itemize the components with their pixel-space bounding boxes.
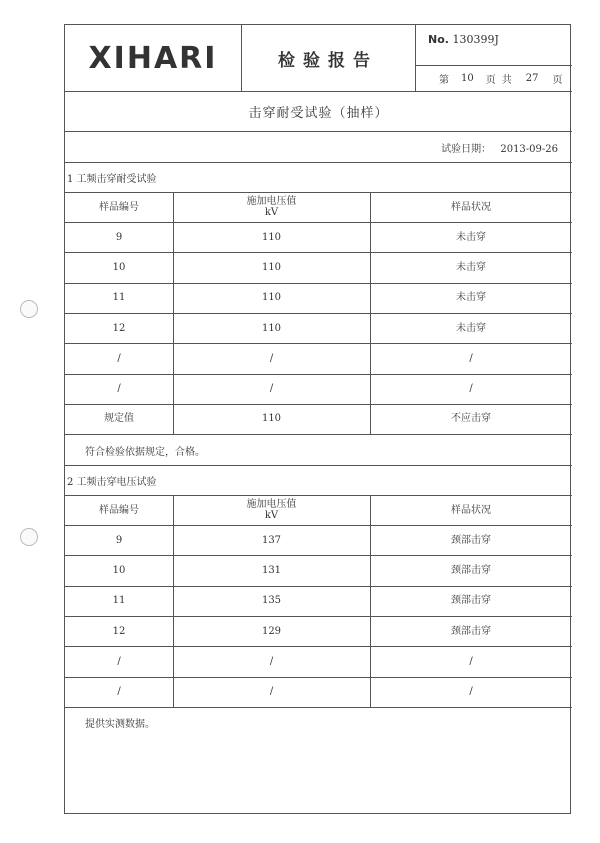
- cell-voltage: /: [269, 383, 274, 395]
- column-header-sample-no: 样品编号: [99, 201, 139, 213]
- cell-sample-no: 12: [112, 625, 126, 637]
- cell-voltage: 110: [261, 322, 282, 334]
- cell-voltage: 110: [261, 231, 282, 243]
- cell-sample-no: /: [117, 686, 121, 698]
- cell-condition: 不应击穿: [451, 413, 491, 425]
- cell-condition: 颈部击穿: [451, 625, 491, 637]
- column-header-voltage-unit: kV: [264, 207, 279, 218]
- page-number: 10: [461, 72, 474, 84]
- punch-hole: [20, 300, 38, 318]
- column-header-voltage: [173, 495, 370, 525]
- cell-voltage: 110: [261, 413, 282, 425]
- page-prefix: 第: [439, 74, 449, 86]
- cell-sample-no: /: [117, 655, 121, 667]
- conclusion-note: 符合检验依据规定，合格。: [85, 447, 205, 458]
- company-logo: XIHARI: [88, 40, 218, 76]
- cell-condition: 颈部击穿: [451, 534, 491, 546]
- page-suffix: 页: [552, 74, 563, 86]
- test-title: 击穿耐受试验（抽样）: [248, 105, 389, 121]
- cell-condition: 未击穿: [456, 292, 486, 304]
- column-header-condition: 样品状况: [451, 504, 491, 516]
- cell-condition: 未击穿: [456, 322, 486, 334]
- cell-voltage: 129: [261, 625, 282, 637]
- report-number-value: 130399J: [452, 33, 499, 46]
- column-header-condition: 样品状况: [451, 201, 491, 213]
- punch-hole: [20, 528, 38, 546]
- cell-condition: /: [469, 686, 473, 698]
- column-header-sample-no: 样品编号: [99, 504, 139, 516]
- cell-voltage: 135: [261, 595, 282, 607]
- column-header-voltage-label: 施加电压值: [246, 499, 297, 510]
- cell-sample-no: 10: [112, 564, 126, 576]
- cell-condition: 颈部击穿: [451, 564, 491, 576]
- report-frame: [64, 24, 571, 814]
- test-date-value: 2013-09-26: [500, 144, 558, 155]
- test-date-label: 试验日期：: [441, 144, 492, 155]
- cell-sample-no: 9: [115, 231, 123, 243]
- conclusion-note: 提供实测数据。: [85, 719, 155, 730]
- section-title: 2 工频击穿电压试验: [67, 477, 157, 488]
- column-header-voltage-unit: kV: [264, 510, 279, 521]
- cell-sample-no: 9: [115, 534, 123, 546]
- cell-sample-no: 11: [112, 292, 126, 304]
- page-total: 27: [525, 72, 539, 84]
- report-title: 检验报告: [278, 50, 378, 71]
- cell-voltage: /: [269, 686, 274, 698]
- test-date: [441, 140, 558, 155]
- cell-voltage: /: [269, 655, 274, 667]
- report-number: [428, 33, 499, 46]
- cell-condition: 颈部击穿: [451, 595, 491, 607]
- column-header-voltage: [173, 192, 370, 222]
- cell-sample-no: 12: [112, 322, 126, 334]
- cell-sample-no: /: [117, 352, 121, 364]
- cell-sample-no: 11: [112, 595, 126, 607]
- column-header-voltage-label: 施加电压值: [246, 196, 297, 207]
- section-title: 1 工频击穿耐受试验: [67, 174, 157, 185]
- page-indicator: [415, 65, 572, 91]
- cell-condition: /: [469, 655, 473, 667]
- cell-voltage: /: [269, 352, 274, 364]
- cell-condition: /: [469, 383, 473, 395]
- cell-condition: 未击穿: [456, 231, 486, 243]
- cell-condition: 未击穿: [456, 261, 486, 273]
- cell-sample-no: 10: [112, 261, 126, 273]
- cell-condition: /: [469, 352, 473, 364]
- cell-voltage: 110: [261, 261, 282, 273]
- report-number-label: No.: [428, 33, 449, 46]
- page-mid: 页共: [485, 74, 518, 86]
- cell-voltage: 131: [261, 564, 282, 576]
- cell-sample-no: /: [117, 383, 121, 395]
- cell-sample-no: 规定值: [104, 413, 134, 425]
- cell-voltage: 110: [261, 292, 282, 304]
- cell-voltage: 137: [261, 534, 282, 546]
